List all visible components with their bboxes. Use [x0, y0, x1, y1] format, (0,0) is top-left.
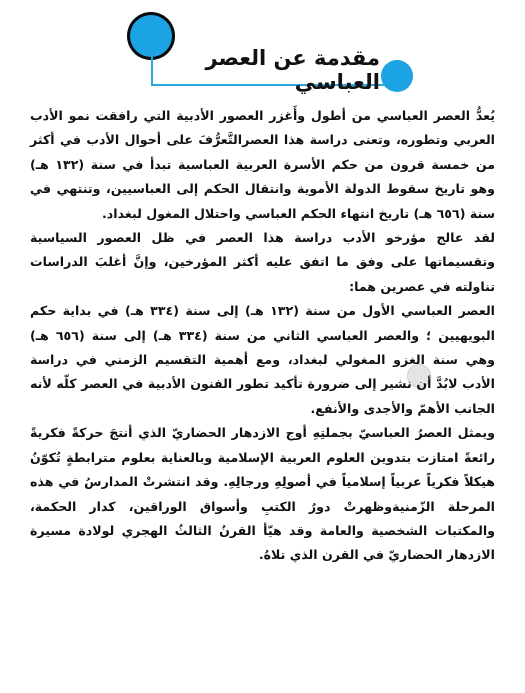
paragraph-2: لقد عالج مؤرخو الأدب دراسة هذا العصر في ظل العصور السياسية وتقسيماتها على وفق ما اتفق عليه أكثر المؤرخين، وإنَّ أغلبَ الدراسات تناولته في عصرين هما:	[30, 230, 495, 294]
paragraph-1: يُعدُّ العصر العباسي من أطول وأَغزر العصور الأدبية التي رافقت نمو الأدب العربي وتطوره، وتعنى دراسة هذا العصرالتَّعرُّفَ على أحوال الأدب في أكثر من خمسة قرون من حكم الأسرة العربية العباسية تبدأ في سنة (١٣٢ هـ) وهو تاريخ سقوط الدولة الأموية وانتقال الحكم إلى العباسيين، وتنتهي في سنة (٦٥٦ هـ) تاريخ انتهاء الحكم العباسي واحتلال المغول لبغداد.	[30, 108, 495, 221]
title-frame-vertical-line	[151, 56, 153, 84]
decorative-circle-small	[381, 60, 413, 92]
paragraph-3: العصر العباسي الأول من سنة (١٣٢ هـ) إلى سنة (٣٣٤ هـ) في بداية حكم البويهيين ؛ والعصر العباسي الثاني من سنة (٣٣٤ هـ) إلى سنة (٦٥٦ هـ) وهي سنة الغزو المغولي لبغداد، ومع أهمية التقسيم الزمني في دراسة الأدب لابُدَّ أن نشير إلى ضرورة تأكيد تطور الفنون الأدبية في العصر كلّه لأنه الجانب الأهمّ والأجدى والأنفع.	[30, 303, 495, 416]
paragraph-4: ويمثل العصرُ العباسيّ بجملتِهِ أوج الازدهار الحضاريّ الذي أنتجَ حركةً فكريةً رائعةً امتازت بتدوين العلوم العربية الإسلامية وبالعناية بعلوم مترابطةٍ تُكوّنُ هيكلاً فكرياً عربياً إسلامياً في أصولِهِ ورجالِهِ. وقد انتشرتْ المدارسُ في هذه المرحلة الزّمنيةوظهرتْ دورُ الكتبِ وأسواق الوراقين، كدار الحكمة، والمكتبات الشخصية والعامة وقد هيّأ القرنُ الثالثُ الهجري لولادة مسيرة الازدهار الحضاريّ في القرن الذي تلاهُ.	[30, 425, 495, 563]
page-title: مقدمة عن العصر العباسي	[205, 46, 380, 94]
document-body	[30, 104, 495, 568]
